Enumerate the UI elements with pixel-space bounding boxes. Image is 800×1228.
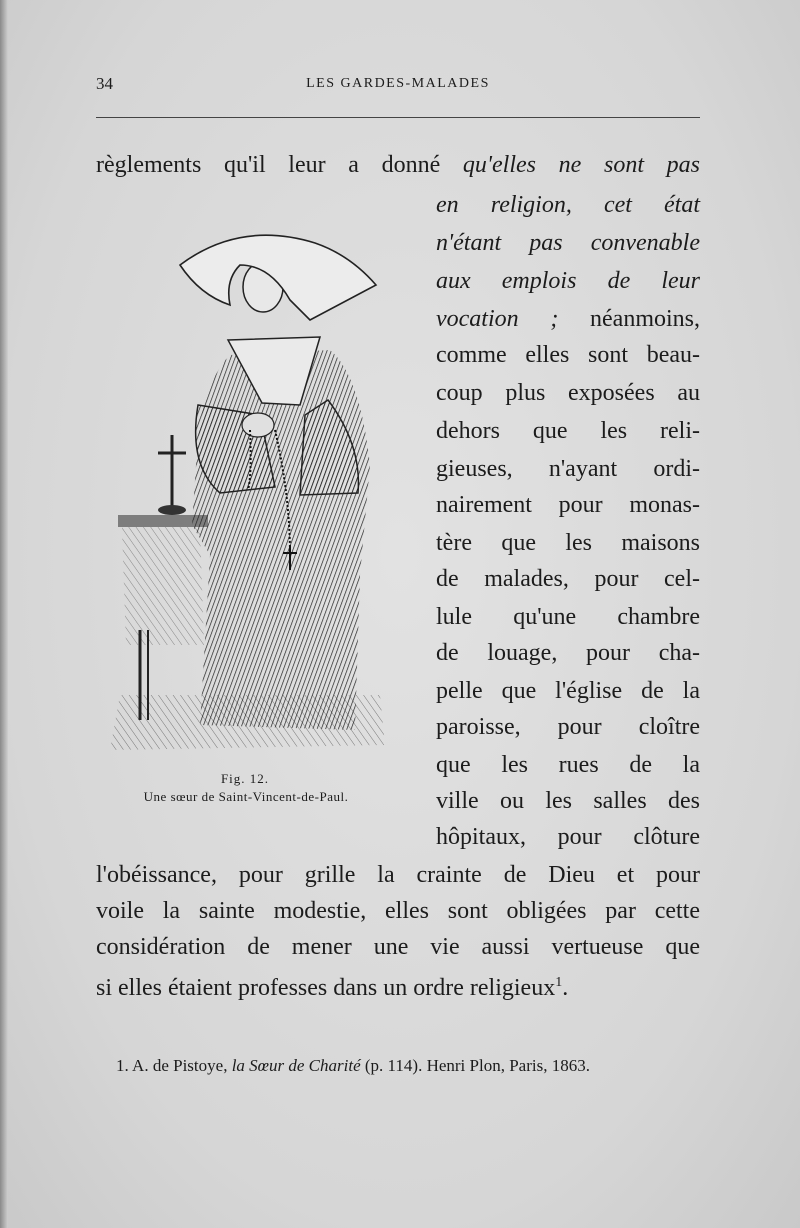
text-run: si elles étaient professes dans un ordre religieux: [96, 975, 556, 1001]
text-line: dehors que les reli-: [436, 418, 700, 444]
header-rule: [96, 117, 700, 118]
italic-run: n'étant pas convenable: [436, 230, 700, 256]
text-line: ville ou les salles des: [436, 788, 700, 814]
text-line: [436, 228, 700, 258]
text-line: coup plus exposées au: [436, 380, 700, 406]
text-line: pelle que l'église de la: [436, 678, 700, 704]
footnote-number: 1.: [116, 1056, 129, 1075]
text-line: considération de mener une vie aussi vertueuse que: [96, 934, 700, 960]
text-line: de louage, pour cha-: [436, 640, 700, 666]
text-line: comme elles sont beau-: [436, 342, 700, 368]
text-line: de malades, pour cel-: [436, 566, 700, 592]
footnote-marker: 1: [555, 975, 563, 990]
text-line: lule qu'une chambre: [436, 604, 700, 630]
running-title: LES GARDES-MALADES: [306, 76, 490, 91]
text-run: néanmoins,: [558, 306, 700, 332]
text-run: .: [562, 975, 569, 1001]
italic-run: vocation ;: [436, 306, 559, 332]
figure-number: Fig. 12.: [220, 771, 270, 786]
italic-run: qu'elles ne sont pas: [462, 152, 700, 178]
page-edge-shadow: [0, 0, 8, 1228]
text-line: nairement pour monas-: [436, 492, 700, 518]
italic-run: aux emplois de leur: [436, 268, 700, 294]
text-line: [96, 150, 700, 180]
footnote-author: A. de Pistoye,: [128, 1056, 232, 1075]
text-line: voile la sainte modestie, elles sont obligées par cette: [96, 898, 700, 924]
text-line: [436, 304, 700, 334]
footnote-work-title: la Sœur de Charité: [231, 1056, 361, 1075]
footnote-publication: (p. 114). Henri Plon, Paris, 1863.: [360, 1056, 590, 1075]
text-line: gieuses, n'ayant ordi-: [436, 456, 700, 482]
figure-caption: Une sœur de Saint-Vincent-de-Paul.: [143, 789, 349, 804]
text-line: tère que les maisons: [436, 530, 700, 556]
text-line: paroisse, pour cloître: [436, 714, 700, 740]
text-line: [436, 266, 700, 296]
running-head: [96, 74, 700, 96]
text-line: l'obéissance, pour grille la crainte de Dieu et pour: [96, 862, 700, 888]
nun-engraving: [100, 225, 390, 765]
text-line: hôpitaux, pour clôture: [436, 824, 700, 850]
footnote: [96, 1053, 700, 1079]
page-number: 34: [96, 74, 113, 93]
text-line: [436, 190, 700, 220]
text-line: que les rues de la: [436, 752, 700, 778]
italic-run: en religion, cet état: [436, 192, 700, 218]
text-line: [96, 968, 700, 1003]
text-run: règlements qu'il leur a donné: [96, 152, 463, 178]
nun-illustration: [100, 225, 390, 765]
